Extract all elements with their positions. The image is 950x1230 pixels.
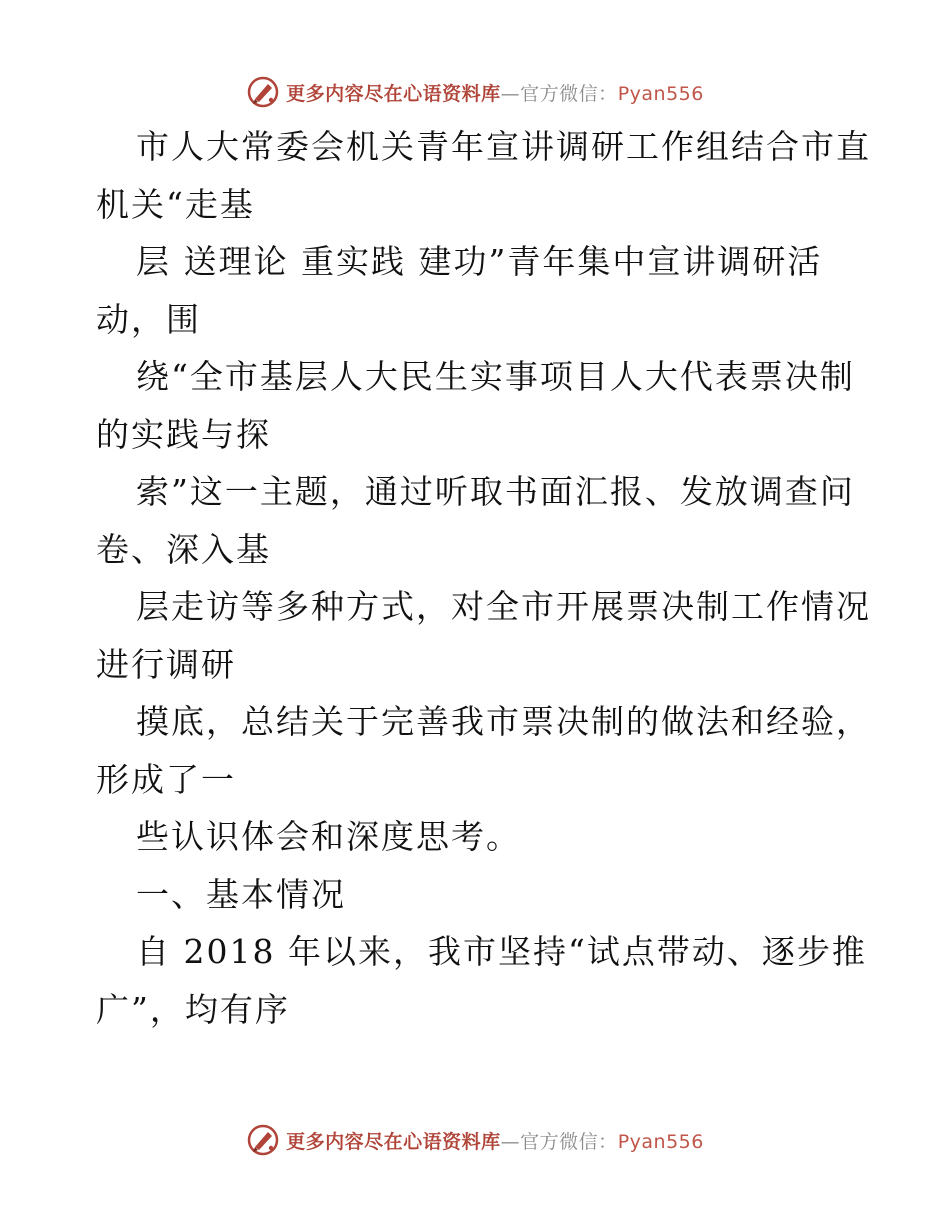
text-line: 广”，均有序 xyxy=(96,989,290,1029)
watermark-dash: — xyxy=(500,82,521,105)
pen-logo-icon xyxy=(246,75,280,109)
text-line: 进行调研 xyxy=(96,644,236,684)
watermark-main: 更多内容尽在心语资料库 xyxy=(286,82,501,105)
text-line: 市人大常委会机关青年宣讲调研工作组结合市直 xyxy=(136,127,871,166)
watermark-dash: — xyxy=(500,1130,521,1153)
text-line: 索”这一主题，通过听取书面汇报、发放调查问 xyxy=(136,472,855,511)
text-line: 绕“全市基层人大民生实事项目人大代表票决制 xyxy=(136,357,855,396)
text-line: 形成了一 xyxy=(96,759,236,799)
text-line: 些认识体会和深度思考。 xyxy=(136,817,521,856)
section-heading: 一、基本情况 xyxy=(136,874,346,914)
watermark-main: 更多内容尽在心语资料库 xyxy=(286,1130,501,1153)
header-watermark xyxy=(0,72,950,112)
text-line: 的实践与探 xyxy=(96,414,271,454)
document-body xyxy=(96,118,871,1038)
watermark-label: 官方微信： xyxy=(520,82,618,105)
text-line: 机关“走基 xyxy=(96,184,255,224)
text-line: 层走访等多种方式，对全市开展票决制工作情况 xyxy=(136,587,871,626)
text-line: 层 送理论 重实践 建功”青年集中宣讲调研活 xyxy=(136,242,823,281)
text-line: 卷、深入基 xyxy=(96,529,271,569)
footer-watermark xyxy=(0,1120,950,1160)
watermark-label: 官方微信： xyxy=(520,1130,618,1153)
pen-logo-icon xyxy=(246,1123,280,1157)
text-line: 自 2018 年以来，我市坚持“试点带动、逐步推 xyxy=(136,932,867,971)
watermark-id: Pyan556 xyxy=(617,1130,704,1153)
watermark-id: Pyan556 xyxy=(617,82,704,105)
text-line: 摸底，总结关于完善我市票决制的做法和经验， xyxy=(136,702,871,741)
watermark-text xyxy=(286,1127,704,1154)
text-line: 动，围 xyxy=(96,299,201,339)
watermark-text xyxy=(286,79,704,106)
